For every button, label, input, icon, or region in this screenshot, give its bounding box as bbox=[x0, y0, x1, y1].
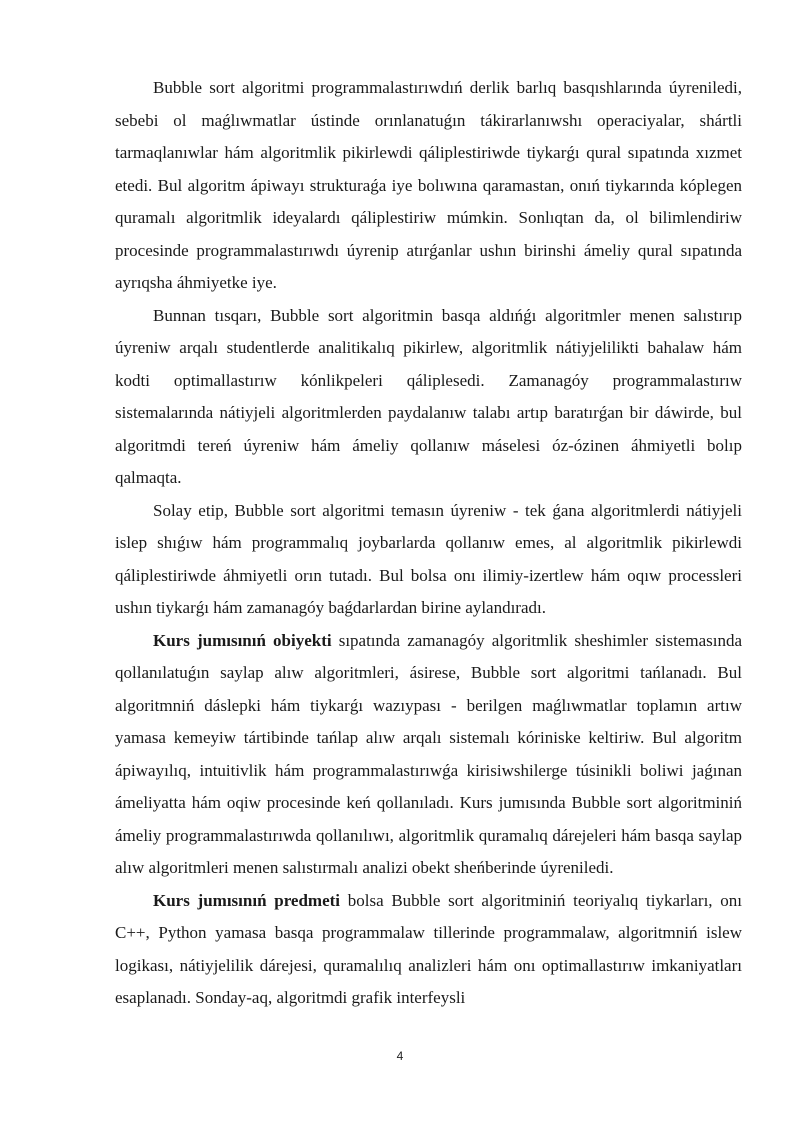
body-text bbox=[115, 72, 742, 1015]
page-number: 4 bbox=[396, 1049, 404, 1063]
paragraph-object bbox=[115, 625, 742, 885]
paragraph-text: Bunnan tısqarı, Bubble sort algoritmin basqa aldıńǵı algoritmler menen salıstırıp úyreniw arqalı studentlerde analitikalıq pikirlew, algoritmlik nátiyjelilikti bahalaw hám kodti optimallastırıw kónlikpeleri qáliplesedi. Zamanagóy programmalastırıw sistemalarında nátiyjeli algoritmlerden paydalanıw talabı artıp baratırǵan bir dáwirde, bul algoritmdi tereń úyreniw hám ámeliy qollanıw máselesi óz-ózinen áhmiyetli bolıp qalmaqta. bbox=[115, 305, 742, 487]
paragraph-text: sıpatında zamanagóy algoritmlik sheshimler sistemasında qollanılatuǵın saylap alıw algoritmleri, ásirese, Bubble sort algoritmi tańlanadı. Bul algoritmniń dáslepki hám tiykarǵı wazıypası - berilgen maǵlıwmatlar toplamın artıw yamasa kemeyiw tártibinde tańlap alıw arqalı sistemalı kóriniske keltiriw. Bul algoritm ápiwayılıq, intuitivlik hám programmalastırıwǵa kirisiwshilerge túsinikli boliwi jaǵınan ámeliyatta hám oqiw procesinde keń qollanıladı. Kurs jumısında Bubble sort algoritminiń ámeliy programmalastırıwda qollanılıwı, algoritmlik quramalıq dárejeleri hám basqa saylap alıw algoritmleri menen salıstırmalı analizi obekt sheńberinde úyreniledi. bbox=[115, 630, 742, 877]
paragraph-text: Solay etip, Bubble sort algoritmi temasın úyreniw - tek ǵana algoritmlerdi nátiyjeli islep shıǵıw hám programmalıq joybarlarda qollanıw emes, al algoritmlik pikirlewdi qáliplestiriwde áhmiyetli orın tutadı. Bul bolsa onı ilimiy-izertlew hám oqıw processleri ushın tiykarǵı hám zamanagóy baǵdarlardan birine aylandıradı. bbox=[115, 500, 742, 617]
paragraph-conclusion bbox=[115, 495, 742, 625]
paragraph-heading: Kurs jumısınıń obiyekti bbox=[153, 630, 332, 650]
paragraph-text: bolsa Bubble sort algoritminiń teoriyalıq tiykarları, onı C++, Python yamasa basqa programmalaw tillerinde programmalaw, algoritmniń islew logikası, nátiyjelilik dárejesi, quramalılıq analizleri hám onı optimallastırıw imkaniyatları esaplanadı. Sonday-aq, algoritmdi grafik interfeysli bbox=[115, 890, 742, 1007]
paragraph-text: Bubble sort algoritmi programmalastırıwdıń derlik barlıq basqıshlarında úyreniledi, sebebi ol maǵlıwmatlar ústinde orınlanatuǵın tákirarlanıwshı operaciyalar, shártli tarmaqlanıwlar hám algoritmlik pikirlewdi qáliplestiriwde tiykarǵı qural sıpatında xızmet etedi. Bul algoritm ápiwayı strukturaǵa iye bolıwına qaramastan, onıń tiykarında kóplegen quramalı algoritmlik ideyalardı qáliplestiriw múmkin. Sonlıqtan da, ol bilimlendiriw procesinde programmalastırıwdı úyrenip atırǵanlar ushın birinshi ámeliy qural sıpatında ayrıqsha áhmiyetke iye. bbox=[115, 78, 742, 292]
paragraph-heading: Kurs jumısınıń predmeti bbox=[153, 890, 341, 910]
paragraph-comparison bbox=[115, 300, 742, 495]
paragraph-intro bbox=[115, 72, 742, 300]
paragraph-subject bbox=[115, 885, 742, 1015]
